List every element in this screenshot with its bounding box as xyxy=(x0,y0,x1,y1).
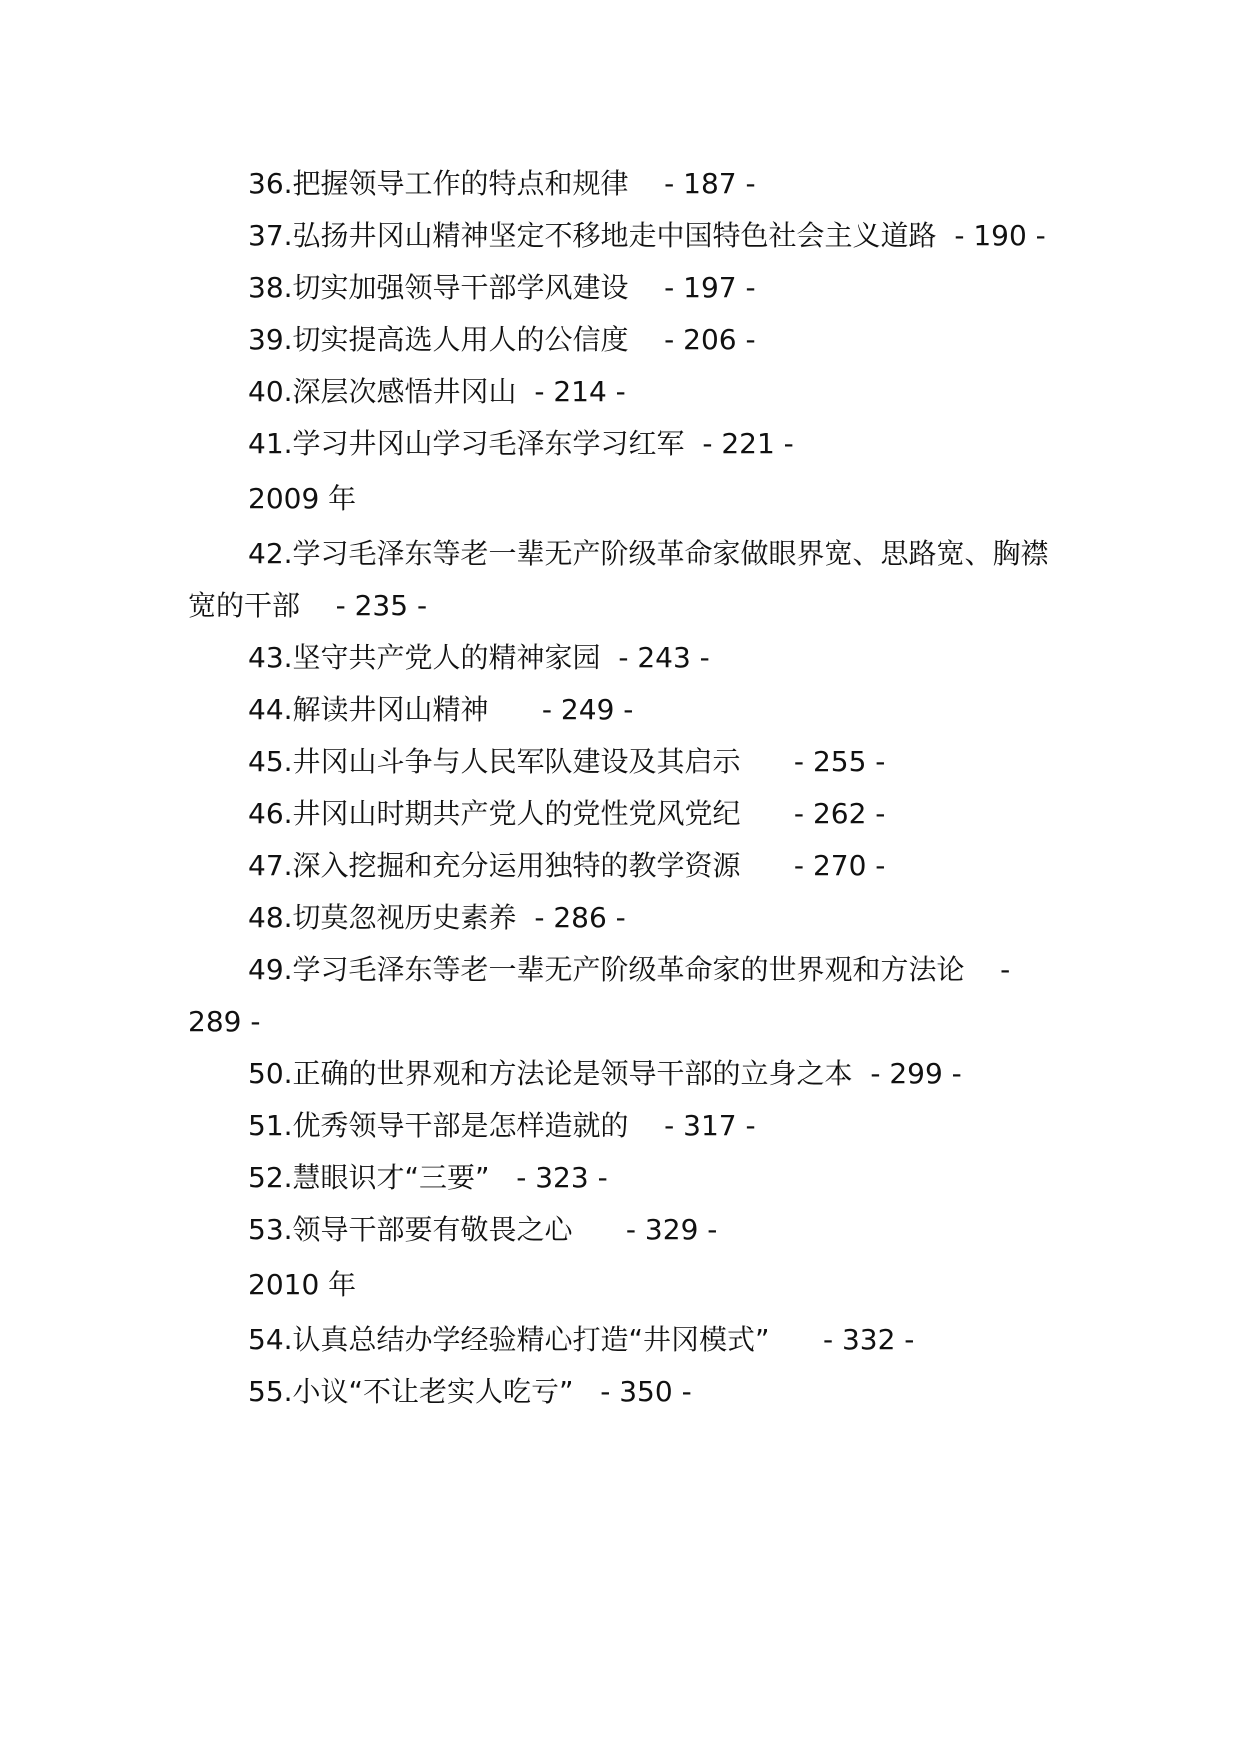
toc-year-heading: 2009 年 xyxy=(248,482,357,515)
toc-entry: 50.正确的世界观和方法论是领导干部的立身之本 - 299 - xyxy=(248,1057,962,1090)
toc-entry: 45.井冈山斗争与人民军队建设及其启示 - 255 - xyxy=(248,745,886,778)
toc-entry: 48.切莫忽视历史素养 - 286 - xyxy=(248,901,626,934)
toc-entry: 37.弘扬井冈山精神坚定不移地走中国特色社会主义道路 - 190 - xyxy=(248,219,1046,252)
table-of-contents xyxy=(188,158,1063,1418)
toc-entry: 54.认真总结办学经验精心打造“井冈模式” - 332 - xyxy=(248,1323,915,1356)
toc-entry: 36.把握领导工作的特点和规律 - 187 - xyxy=(248,167,756,200)
toc-entry: 52.慧眼识才“三要” - 323 - xyxy=(248,1161,608,1194)
toc-entry: 46.井冈山时期共产党人的党性党风党纪 - 262 - xyxy=(248,797,886,830)
toc-entry: 40.深层次感悟井冈山 - 214 - xyxy=(248,375,626,408)
toc-entry: 47.深入挖掘和充分运用独特的教学资源 - 270 - xyxy=(248,849,886,882)
toc-entry: 39.切实提高选人用人的公信度 - 206 - xyxy=(248,323,756,356)
toc-year-heading: 2010 年 xyxy=(248,1268,357,1301)
toc-entry: 49.学习毛泽东等老一辈无产阶级革命家的世界观和方法论 - 289 - xyxy=(188,953,1020,1038)
toc-entry: 42.学习毛泽东等老一辈无产阶级革命家做眼界宽、思路宽、胸襟宽的干部 - 235 - xyxy=(188,537,1049,622)
toc-entry: 53.领导干部要有敬畏之心 - 329 - xyxy=(248,1213,718,1246)
toc-entry: 55.小议“不让老实人吃亏” - 350 - xyxy=(248,1375,692,1408)
toc-entry: 38.切实加强领导干部学风建设 - 197 - xyxy=(248,271,756,304)
toc-entry: 41.学习井冈山学习毛泽东学习红军 - 221 - xyxy=(248,427,794,460)
toc-entry: 43.坚守共产党人的精神家园 - 243 - xyxy=(248,641,710,674)
toc-entry: 44.解读井冈山精神 - 249 - xyxy=(248,693,634,726)
toc-entry: 51.优秀领导干部是怎样造就的 - 317 - xyxy=(248,1109,756,1142)
